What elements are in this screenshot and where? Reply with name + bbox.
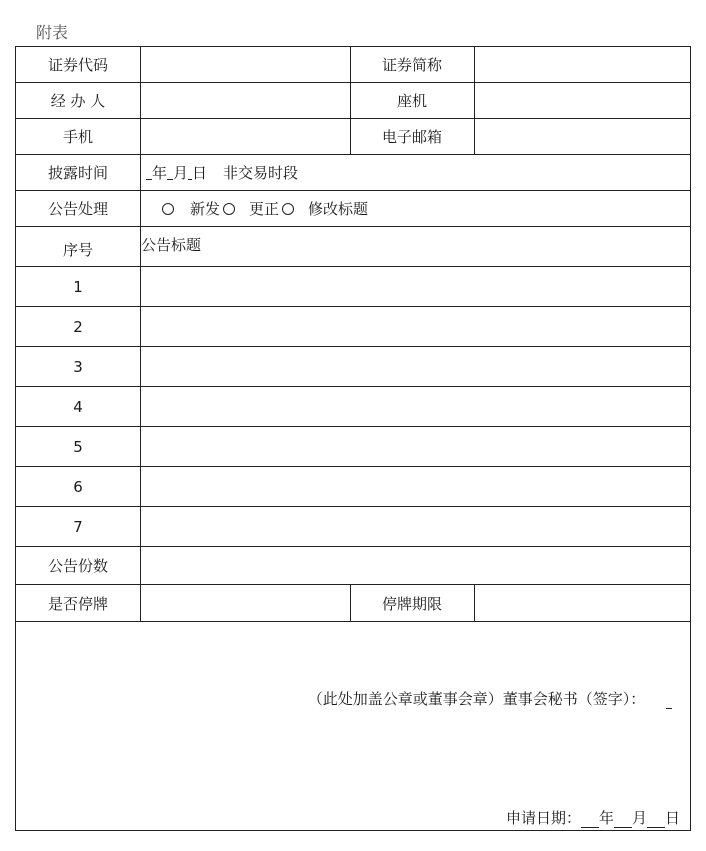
row-suspend	[16, 585, 690, 622]
input-handler[interactable]	[140, 83, 350, 118]
row-handler	[16, 83, 690, 119]
table-row	[16, 427, 690, 467]
notice-title-input[interactable]	[140, 507, 690, 546]
apply-date-line	[506, 807, 680, 828]
row-number: 5	[73, 437, 83, 456]
radio-modify-title[interactable]	[282, 203, 294, 215]
notice-handling-options	[140, 191, 690, 226]
input-notice-count[interactable]	[140, 547, 690, 584]
row-number: 2	[73, 317, 83, 336]
table-row	[16, 267, 690, 307]
label-email: 电子邮箱	[381, 128, 442, 146]
notice-title-input[interactable]	[140, 267, 690, 306]
table-row	[16, 347, 690, 387]
time-month: 月	[173, 164, 189, 182]
row-security	[16, 47, 690, 83]
row-notice-handling	[16, 191, 690, 227]
input-email[interactable]	[474, 119, 690, 154]
disclosure-time-value[interactable]	[140, 155, 690, 190]
signature-blank[interactable]	[666, 694, 672, 709]
label-notice-count: 公告份数	[47, 557, 108, 575]
row-number: 6	[73, 477, 83, 496]
apply-day: 日	[664, 809, 680, 827]
apply-month-blank[interactable]	[614, 813, 632, 828]
application-form	[15, 46, 691, 831]
notice-title-input[interactable]	[140, 467, 690, 506]
row-notice-count	[16, 547, 690, 585]
label-handler: 经 办 人	[50, 92, 106, 110]
input-landline[interactable]	[474, 83, 690, 118]
option-new-label: 新发	[190, 200, 221, 218]
seal-signature-line	[308, 688, 672, 709]
label-mobile: 手机	[62, 128, 93, 146]
notice-title-input[interactable]	[140, 347, 690, 386]
row-disclosure-time	[16, 155, 690, 191]
apply-month: 月	[631, 809, 647, 827]
label-suspend: 是否停牌	[47, 594, 108, 613]
time-year: 年	[152, 164, 168, 182]
non-trading-label: 非交易时段	[223, 164, 299, 182]
label-disclosure-time: 披露时间	[47, 164, 108, 182]
row-number: 4	[73, 397, 83, 416]
input-suspend-period[interactable]	[474, 585, 690, 621]
row-number: 7	[73, 517, 83, 536]
option-correct-label: 更正	[249, 200, 280, 218]
radio-correct[interactable]	[223, 203, 235, 215]
label-seq-no: 序号	[62, 241, 93, 259]
apply-year-blank[interactable]	[581, 813, 599, 828]
apply-date-label: 申请日期：	[505, 809, 581, 827]
label-landline: 座机	[396, 92, 427, 110]
table-row	[16, 387, 690, 427]
notice-title-input[interactable]	[140, 307, 690, 346]
input-suspend[interactable]	[140, 585, 350, 621]
seal-text: （此处加盖公章或董事会章）董事会秘书（签字）：	[307, 690, 646, 708]
row-mobile	[16, 119, 690, 155]
row-number: 1	[73, 277, 83, 296]
table-row	[16, 307, 690, 347]
appendix-caption: 附表	[36, 23, 69, 42]
notice-title-input[interactable]	[140, 387, 690, 426]
label-suspend-period: 停牌期限	[381, 594, 442, 613]
label-security-code: 证券代码	[47, 56, 108, 74]
row-title-header	[16, 227, 690, 267]
input-security-code[interactable]	[140, 47, 350, 82]
signature-area	[16, 622, 690, 830]
label-notice-handling: 公告处理	[47, 200, 108, 218]
label-security-name: 证券简称	[381, 56, 442, 74]
table-row	[16, 507, 690, 547]
time-day: 日	[192, 164, 208, 182]
label-notice-title: 公告标题	[141, 236, 202, 254]
apply-year: 年	[598, 809, 614, 827]
radio-new[interactable]	[162, 203, 174, 215]
option-modify-title-label: 修改标题	[308, 200, 369, 218]
apply-day-blank[interactable]	[647, 813, 665, 828]
input-security-name[interactable]	[474, 47, 690, 82]
notice-title-input[interactable]	[140, 427, 690, 466]
input-mobile[interactable]	[140, 119, 350, 154]
table-row	[16, 467, 690, 507]
row-number: 3	[73, 357, 83, 376]
